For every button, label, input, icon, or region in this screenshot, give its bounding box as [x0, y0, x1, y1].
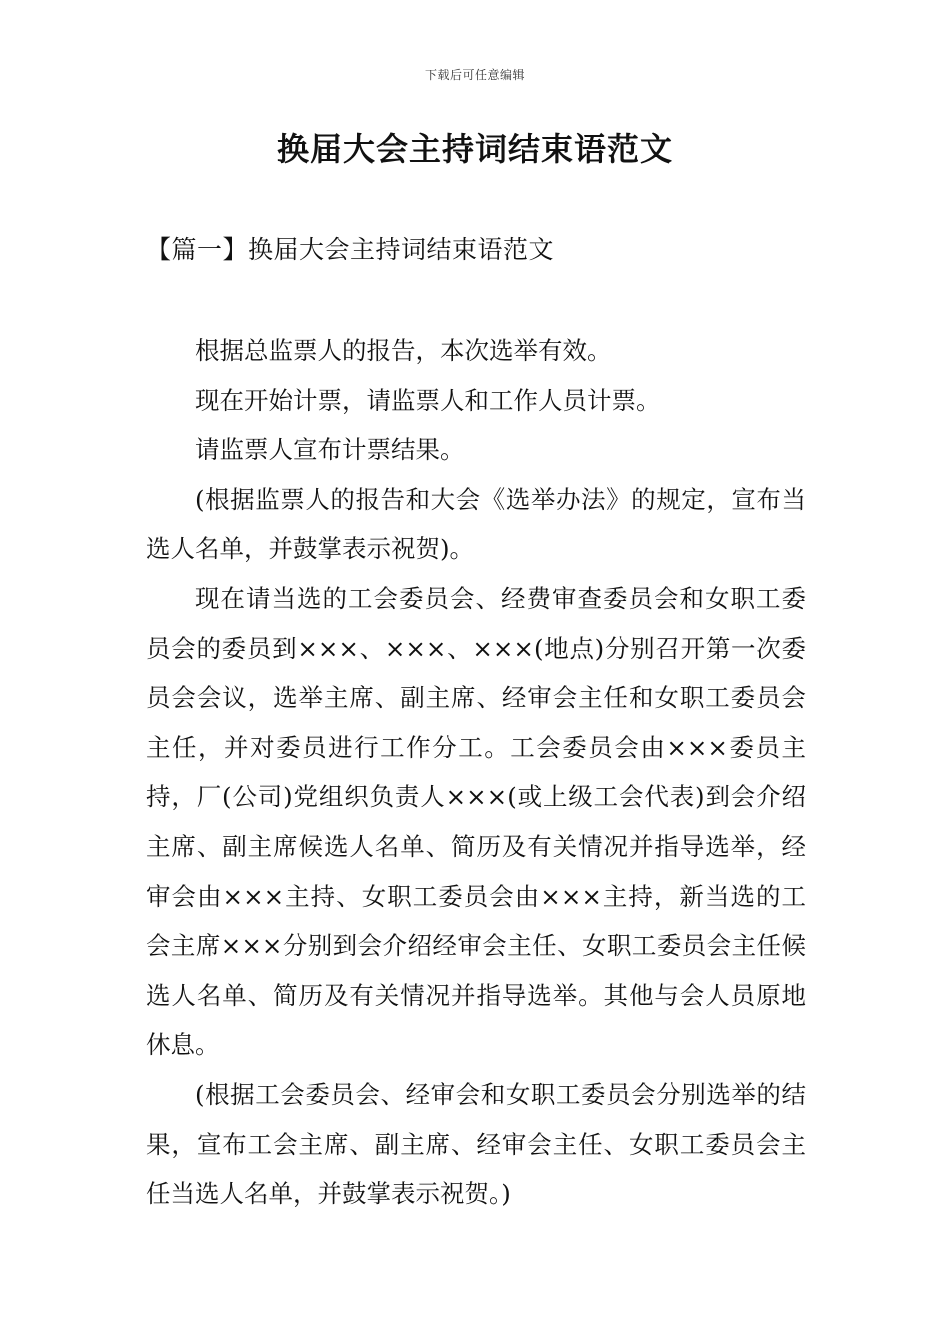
section-title: 【篇一】换届大会主持词结束语范文 [146, 235, 555, 264]
paragraph: 现在开始计票，请监票人和工作人员计票。 [195, 385, 661, 415]
header-note: 下载后可任意编辑 [424, 68, 525, 82]
body-text [146, 326, 806, 1219]
paragraph: 根据总监票人的报告，本次选举有效。 [195, 336, 612, 365]
paragraph: 现在请当选的工会委员会、经费审查委员会和女职工委员会的委员到×××、×××、×××(地点)分别召开第一次委员会会议，选举主席、副主席、经审会主任和女职工委员会主任，并对委员进行工作分工。工会委员会由×××委员主持，厂(公司)党组织负责人×××(或上级工会代表)到会介绍主席、副主席候选人名单、简历及有关情况并指导选举，经审会由×××主持、女职工委员会由×××主持，新当选的工会主席×××分别到会介绍经审会主任、女职工委员会主任候选人名单、简历及有关情况并指导选举。其他与会人员原地休息。 [146, 583, 806, 1060]
paragraph: (根据工会委员会、经审会和女职工委员会分别选举的结果，宣布工会主席、副主席、经审会主任、女职工委员会主任当选人名单，并鼓掌表示祝贺。) [146, 1079, 806, 1209]
paragraph: (根据监票人的报告和大会《选举办法》的规定，宣布当选人名单，并鼓掌表示祝贺)。 [146, 484, 806, 564]
document-title: 换届大会主持词结束语范文 [276, 130, 673, 168]
paragraph: 请监票人宣布计票结果。 [195, 435, 465, 465]
